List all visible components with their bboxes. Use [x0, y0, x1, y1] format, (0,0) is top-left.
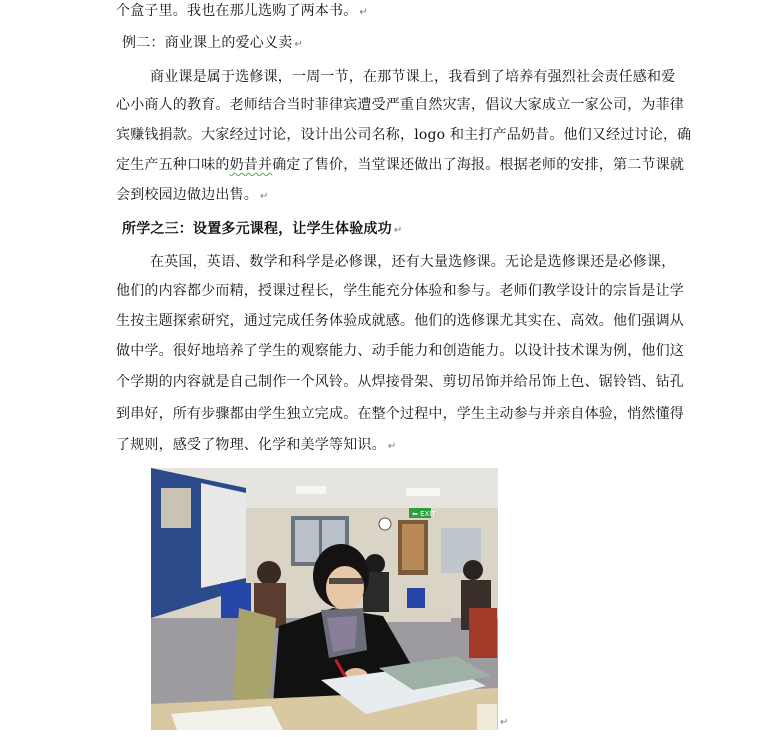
- text-line-7: 会到校园边做边出售。 ↵: [116, 187, 269, 203]
- text-line-1: 个盒子里。我也在那儿选购了两本书。 ↵: [116, 3, 368, 19]
- paragraph-mark: ↵: [393, 225, 403, 236]
- text-line-4: 心小商人的教育。老师结合当时菲律宾遭受严重自然灾害，倡议大家成立一家公司，为菲律: [116, 97, 684, 113]
- paragraph-mark: ↵: [260, 191, 269, 202]
- text-line-15: 了规则，感受了物理、化学和美学等知识。 ↵: [116, 437, 397, 453]
- text-line-14: 到串好，所有步骤都由学生独立完成。在整个过程中，学生主动参与并亲自体验，悄然懂得: [116, 406, 684, 422]
- example-2-heading: 例二：商业课上的爱心义卖 ↵: [122, 35, 303, 51]
- text-line-10: 他们的内容都少而精，授课过程长，学生能充分体验和参与。老师们教学设计的宗旨是让学: [116, 283, 684, 299]
- exit-sign: ⬅ EXIT: [412, 510, 436, 518]
- paragraph-mark: ↵: [359, 7, 368, 18]
- classroom-photo: [151, 468, 498, 730]
- paragraph-mark: ↵: [500, 717, 509, 728]
- text-line-11: 生按主题探索研究，通过完成任务体验成就感。他们的选修课尤其实在、高效。他们强调从: [116, 313, 684, 329]
- text-line-9: 在英国，英语、数学和科学是必修课，还有大量选修课。无论是选修课还是必修课，: [150, 254, 676, 270]
- text-line-3: 商业课是属于选修课，一周一节，在那节课上，我看到了培养有强烈社会责任感和爱: [150, 69, 676, 85]
- paragraph-mark: ↵: [387, 441, 397, 452]
- text-line-5: 宾赚钱捐款。大家经过讨论，设计出公司名称，logo 和主打产品奶昔。他们又经过讨论，确: [116, 127, 692, 143]
- text-line-12: 做中学。很好地培养了学生的观察能力、动手能力和创造能力。以设计技术课为例，他们这: [116, 343, 684, 359]
- paragraph-mark: ↵: [294, 39, 303, 50]
- text-line-13: 个学期的内容就是自己制作一个风铃。从焊接骨架、剪切吊饰并给吊饰上色、锯铃铛、钻孔: [116, 374, 684, 390]
- section-3-heading: 所学之三：设置多元课程，让学生体验成功 ↵: [122, 221, 403, 237]
- spellcheck-underline: 奶昔并: [229, 157, 273, 173]
- text-line-6: 定生产五种口味的奶昔并确定了售价，当堂课还做出了海报。根据老师的安排，第二节课就: [116, 157, 685, 173]
